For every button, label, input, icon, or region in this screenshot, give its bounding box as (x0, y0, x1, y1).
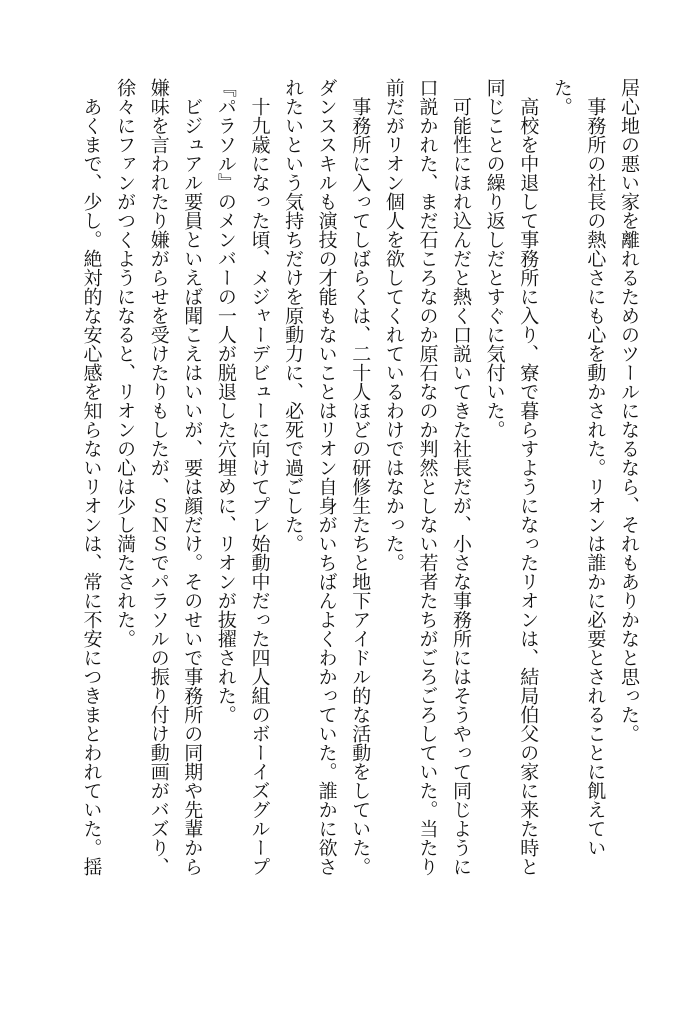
text-line: 可能性にほれ込んだと熱く口説いてきた社長だが、小さな事務所にはそうやって同じように (450, 97, 473, 876)
text-line: 居心地の悪い家を離れるためのツールになるなら、それもありかなと思った。 (618, 78, 640, 743)
text-line: あくまで、少し。絶対的な安心感を知らないリオンは、常に不安につきまとわれていた。揺 (80, 97, 103, 876)
text-line: 前だがリオン個人を欲してくれているわけではなかった。 (382, 78, 405, 572)
text-line: 徐々にファンがつくようになると、リオンの心は少し満たされた。 (114, 78, 137, 648)
vertical-text-body (45, 78, 645, 978)
text-line: た。 (550, 78, 573, 116)
text-line: ダンススキルも演技の才能もないことはリオン自身がいちばんよくわかっていた。誰かに欲さ (315, 78, 338, 876)
text-line: 嫌味を言われたり嫌がらせを受けたりもしたが、ＳＮＳでパラソルの振り付け動画がバズり、 (147, 78, 170, 876)
text-line: 事務所に入ってしばらくは、二十人ほどの研修生たちと地下アイドル的な活動をしていた。 (349, 97, 372, 876)
text-line: れたいという気持ちだけを原動力に、必死で過ごした。 (282, 78, 305, 553)
text-line: 口説かれた、まだ石ころなのか原石なのか判然としない若者たちがごろごろしていた。当たり (416, 78, 439, 876)
text-line: 事務所の社長の熱心さにも心を動かされた。リオンは誰かに必要とされることに飢えてい (584, 97, 607, 857)
text-line: 十九歳になった頃、メジャーデビューに向けてプレ始動中だった四人組のボーイズグループ (248, 97, 271, 876)
text-line: 『パラソル』のメンバーの一人が脱退した穴埋めに、リオンが抜擢された。 (214, 78, 237, 724)
text-line: ビジュアル要員といえば聞こえはいいが、要は顔だけ。そのせいで事務所の同期や先輩から (181, 97, 204, 876)
text-line: 高校を中退して事務所に入り、寮で暮らすようになったリオンは、結局伯父の家に来た時と (517, 97, 540, 876)
text-line: 同じことの繰り返しだとすぐに気付いた。 (483, 78, 506, 439)
